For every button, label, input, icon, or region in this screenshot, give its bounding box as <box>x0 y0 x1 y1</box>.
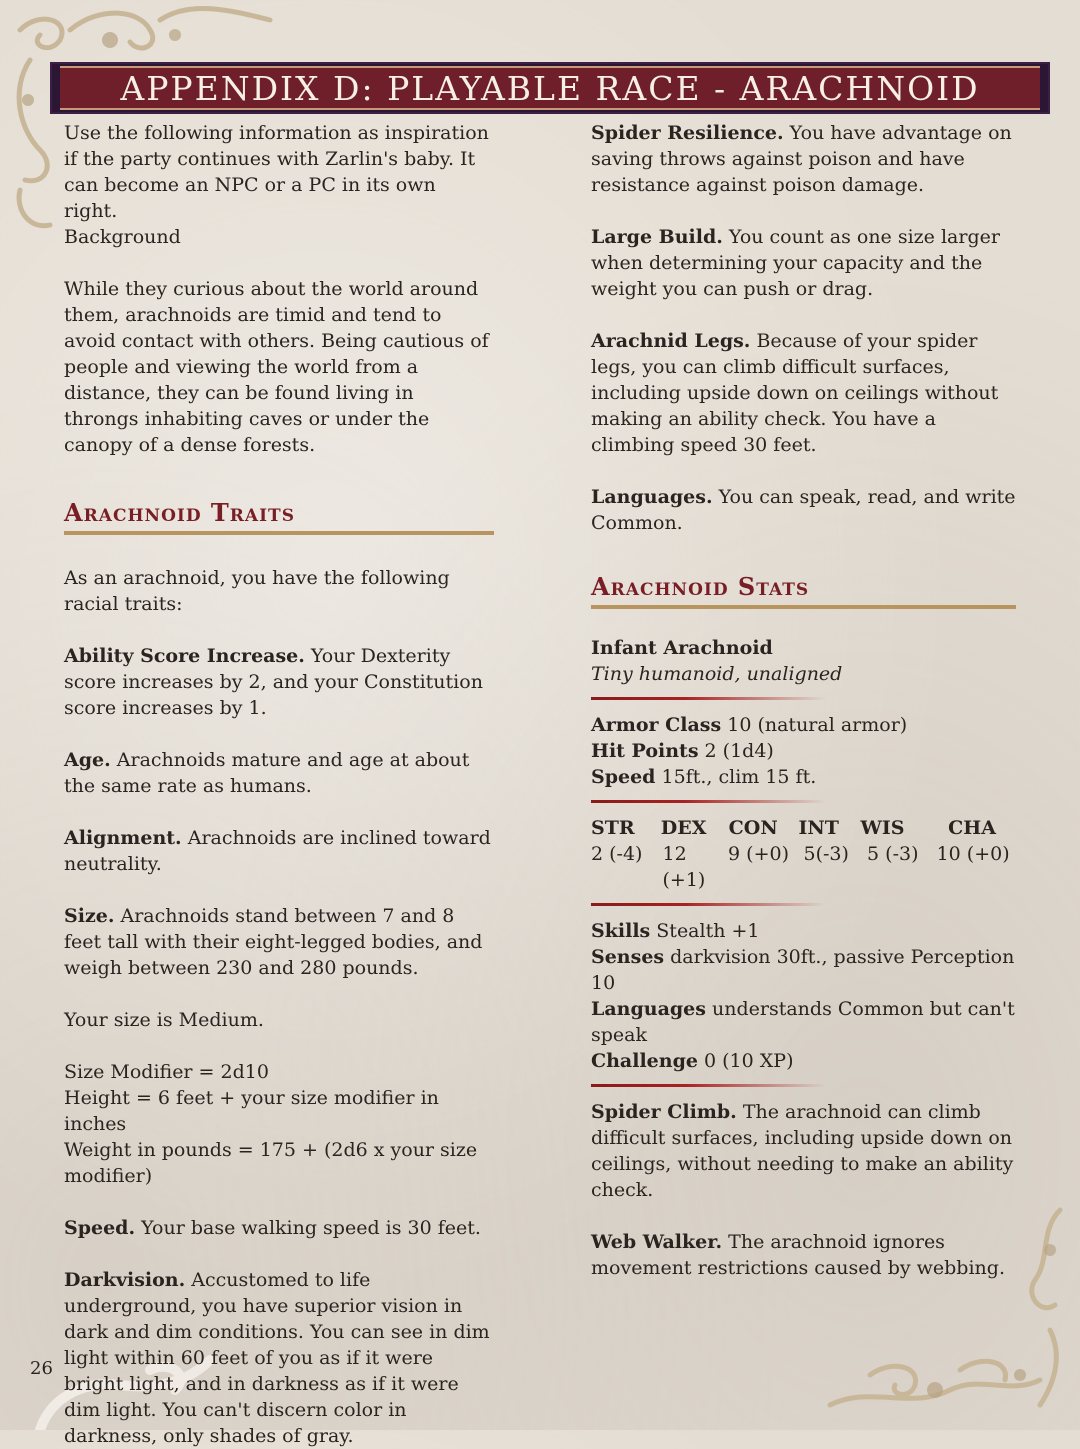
ac-label: Armor Class <box>591 714 722 736</box>
page-number: 26 <box>30 1358 53 1379</box>
size-medium-text: Your size is Medium. <box>64 1009 264 1031</box>
trait-ability-text: Your Dexterity score increases by 2, and your Constitution score increases by 1. <box>64 645 483 719</box>
left-column <box>64 120 494 1449</box>
ability-name-wis: WIS <box>860 817 905 839</box>
trait-darkvision <box>64 1267 494 1449</box>
hit-points <box>591 738 1016 764</box>
spider-climb <box>591 1099 1016 1203</box>
right-column <box>591 120 1016 1281</box>
trait-speed-label: Speed. <box>64 1217 136 1239</box>
stat-divider-4 <box>591 1084 826 1087</box>
skills-value: Stealth +1 <box>650 920 760 942</box>
trait-age-label: Age. <box>64 749 111 771</box>
stat-languages-label: Languages <box>591 998 706 1020</box>
skills-label: Skills <box>591 920 651 942</box>
ability-names <box>591 815 1016 841</box>
trait-resilience-text: You have advantage on saving throws against poison and have resistance against poison damage. <box>591 122 1012 196</box>
senses-label: Senses <box>591 946 665 968</box>
stat-divider-1 <box>591 697 826 700</box>
ability-name-cha: CHA <box>948 817 996 839</box>
ability-score-int: 5(-3) <box>803 843 849 865</box>
trait-size-text: Arachnoids stand between 7 and 8 feet tall with their eight-legged bodies, and weigh between 230 and 280 pounds. <box>64 905 483 979</box>
speed-label: Speed <box>591 766 656 788</box>
challenge <box>591 1048 1016 1074</box>
ability-score-cha: 10 (+0) <box>936 843 1010 865</box>
ability-score-dex: 12 (+1) <box>662 843 706 891</box>
height-formula: Height = 6 feet + your size modifier in inches <box>64 1087 439 1135</box>
ac-value: 10 (natural armor) <box>721 714 908 736</box>
stats-heading: Arachnoid Stats <box>591 572 810 601</box>
trait-alignment-text: Arachnoids are inclined toward neutrality. <box>64 827 491 875</box>
trait-ability <box>64 643 494 721</box>
trait-age-text: Arachnoids mature and age at about the same rate as humans. <box>64 749 470 797</box>
trait-legs-text: Because of your spider legs, you can climb difficult surfaces, including upside down on ceilings without making an ability check. You have a climbing speed 30 feet. <box>591 330 999 456</box>
trait-large-build <box>591 224 1016 302</box>
trait-languages-label: Languages. <box>591 486 713 508</box>
senses-value: darkvision 30ft., passive Perception 10 <box>591 946 1015 994</box>
trait-resilience-label: Spider Resilience. <box>591 122 784 144</box>
stat-languages <box>591 996 1016 1048</box>
senses <box>591 944 1016 996</box>
ability-name-str: STR <box>591 817 635 839</box>
spider-climb-text: The arachnoid can climb difficult surfaces, including upside down on ceilings, without needing to make an ability check. <box>591 1101 1014 1201</box>
page-title: APPENDIX D: PLAYABLE RACE - ARACHNOID <box>120 68 980 108</box>
trait-large-label: Large Build. <box>591 226 723 248</box>
trait-alignment <box>64 825 494 877</box>
ability-score-con: 9 (+0) <box>728 843 789 865</box>
skills <box>591 918 1016 944</box>
trait-large-text: You count as one size larger when determining your capacity and the weight you can push or drag. <box>591 226 1000 300</box>
background-text: While they curious about the world around them, arachnoids are timid and tend to avoid contact with others. Being cautious of people and viewing the world from a distance, they can be found living in throngs inhabiting caves or under the canopy of a dense forests. <box>64 278 489 456</box>
traits-heading: Arachnoid Traits <box>64 498 295 527</box>
hp-value: 2 (1d4) <box>698 740 774 762</box>
web-walker-text: The arachnoid ignores movement restrictions caused by webbing. <box>591 1231 1005 1279</box>
background-label: Background <box>64 226 181 248</box>
creature-type: Tiny humanoid, unaligned <box>591 663 843 685</box>
trait-age <box>64 747 494 799</box>
ability-name-int: INT <box>798 817 839 839</box>
web-walker-label: Web Walker. <box>591 1231 723 1253</box>
trait-size <box>64 903 494 981</box>
trait-languages-text: You can speak, read, and write Common. <box>591 486 1016 534</box>
trait-resilience <box>591 120 1016 198</box>
ability-name-con: CON <box>728 817 778 839</box>
creature-name: Infant Arachnoid <box>591 637 773 659</box>
traits-intro: As an arachnoid, you have the following racial traits: <box>64 567 450 615</box>
trait-alignment-label: Alignment. <box>64 827 182 849</box>
stat-divider-2 <box>591 800 826 803</box>
trait-legs <box>591 328 1016 458</box>
intro-text: Use the following information as inspiration if the party continues with Zarlin's baby. It can become an NPC or a PC in its own right. <box>64 122 489 222</box>
armor-class <box>591 712 1016 738</box>
trait-languages <box>591 484 1016 536</box>
weight-formula: Weight in pounds = 175 + (2d6 x your size modifier) <box>64 1139 478 1187</box>
trait-legs-label: Arachnid Legs. <box>591 330 751 352</box>
stat-divider-3 <box>591 903 826 906</box>
ability-scores <box>591 841 1016 893</box>
trait-darkvision-text: Accustomed to life underground, you have superior vision in dark and dim conditions. You can see in dim light within 60 feet of you as if it were bright light, and in darkness as if it were dim light. You can't discern color in darkness, only shades of gray. <box>64 1269 490 1447</box>
ability-score-str: 2 (-4) <box>591 843 643 865</box>
chapter-banner <box>50 62 1050 114</box>
challenge-label: Challenge <box>591 1050 698 1072</box>
trait-speed <box>64 1215 494 1241</box>
trait-ability-label: Ability Score Increase. <box>64 645 305 667</box>
stat-languages-value: understands Common but can't speak <box>591 998 1015 1046</box>
challenge-value: 0 (10 XP) <box>697 1050 794 1072</box>
trait-darkvision-label: Darkvision. <box>64 1269 186 1291</box>
hp-label: Hit Points <box>591 740 699 762</box>
creature-speed <box>591 764 1016 790</box>
speed-value: 15ft., clim 15 ft. <box>655 766 817 788</box>
trait-speed-text: Your base walking speed is 30 feet. <box>135 1217 481 1239</box>
trait-size-label: Size. <box>64 905 115 927</box>
ability-score-wis: 5 (-3) <box>867 843 919 865</box>
ability-name-dex: DEX <box>660 817 707 839</box>
spider-climb-label: Spider Climb. <box>591 1101 737 1123</box>
size-modifier-text: Size Modifier = 2d10 <box>64 1061 269 1083</box>
web-walker <box>591 1229 1016 1281</box>
